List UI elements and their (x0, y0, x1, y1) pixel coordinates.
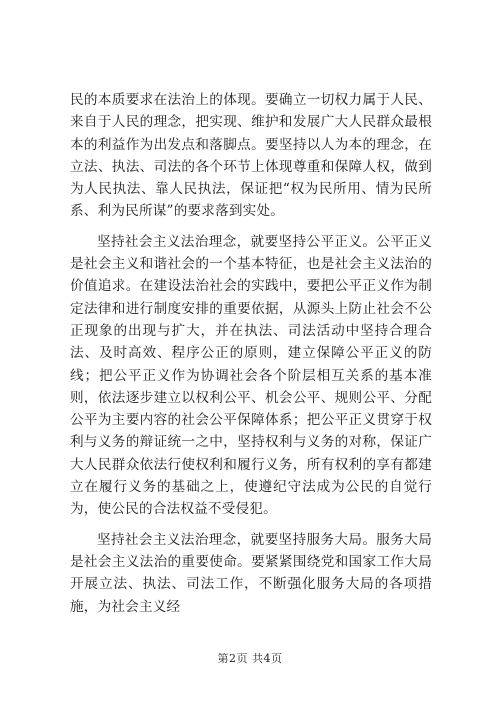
paragraph-serve-overall-situation: 坚持社会主义法治理念，就要坚持服务大局。服务大局是社会主义法治的重要使命。要紧紧围绕党和国家工作大局开展立法、执法、司法工作，不断强化服务大局的各项措施，为社会主义经 (70, 531, 432, 615)
document-body (70, 89, 432, 618)
paragraph-continued: 民的本质要求在法治上的体现。要确立一切权力属于人民、来自于人民的理念，把实现、维护和发展广大人民群众最根本的利益作为出发点和落脚点。要坚持以人为本的理念，在立法、执法、司法的各个环节上体现尊重和保障人权，做到为人民执法、靠人民执法，保证把“权为民所用、情为民所系、利为民所谋”的要求落到实处。 (70, 92, 432, 220)
paragraph-fairness-justice: 坚持社会主义法治理念，就要坚持公平正义。公平正义是社会主义和谐社会的一个基本特征，也是社会主义法治的价值追求。在建设法治社会的实践中，要把公平正义作为制定法律和进行制度安排的重要依据，从源头上防止社会不公正现象的出现与扩大，并在执法、司法活动中坚持合理合法、及时高效、程序公正的原则，建立保障公平正义的防线；把公平正义作为协调社会各个阶层相互关系的基本准则，依法逐步建立以权利公平、机会公平、规则公平、分配公平为主要内容的社会公平保障体系；把公平正义贯穿于权利与义务的辩证统一之中，坚持权利与义务的对称，保证广大人民群众依法行使权利和履行义务，所有权利的享有都建立在履行义务的基础之上，使遵纪守法成为公民的自觉行为，使公民的合法权益不受侵犯。 (70, 233, 432, 518)
page-number-footer: 第2页 共4页 (217, 652, 283, 665)
